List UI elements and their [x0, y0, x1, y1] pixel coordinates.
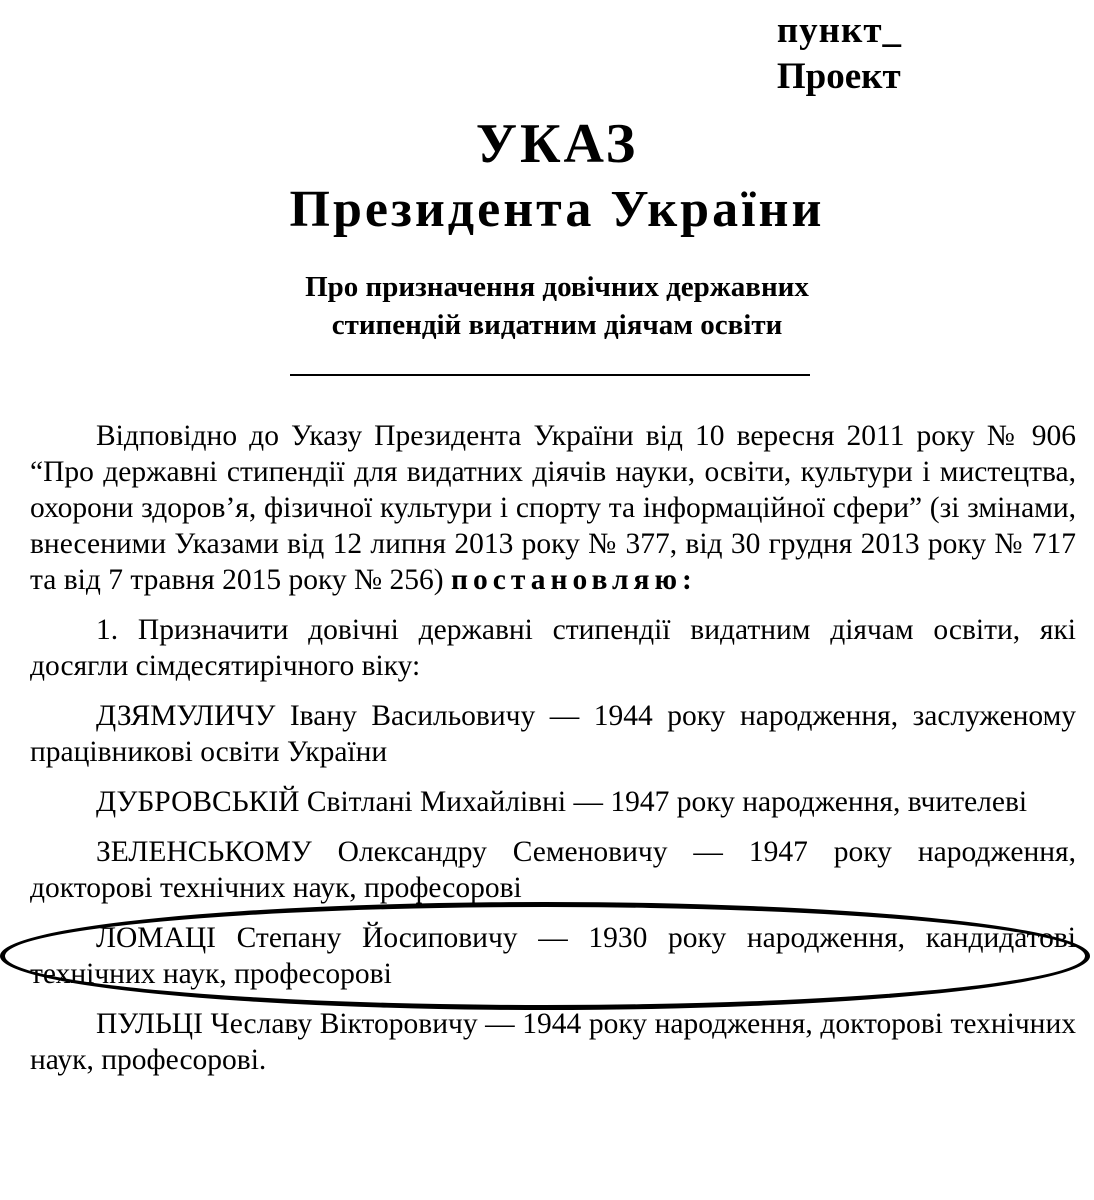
resolves-word: постановляю:: [451, 564, 697, 596]
document-subject: [0, 268, 1094, 344]
recipient-entry: ПУЛЬЦІ Чеславу Вікторовичу — 1944 року народження, докторові технічних наук, професорові.: [30, 1008, 1076, 1076]
recipient-entry: ДУБРОВСЬКІЙ Світлані Михайлівні — 1947 року народження, вчителеві: [96, 786, 1028, 818]
recipient-entry: ДЗЯМУЛИЧУ Івану Васильовичу — 1944 року народження, заслуженому працівникові освіти України: [30, 700, 1076, 768]
recipient-entry-highlighted: ЗЕЛЕНСЬКОМУ Олександру Семеновичу — 1947 року народження, докторові технічних наук, професорові: [30, 836, 1076, 904]
document-type: УКАЗ: [475, 113, 639, 175]
title-divider: [290, 374, 810, 376]
preamble-paragraph: [30, 418, 1076, 598]
clause-1: 1. Призначити довічні державні стипендії видатним діячам освіти, які досягли сімдесятирічного віку:: [30, 614, 1076, 682]
corner-annotation: [777, 8, 902, 100]
subject-line-2: стипендій видатним діячам освіти: [331, 309, 783, 341]
document-body: [30, 418, 1076, 1078]
recipient-entry: ЛОМАЦІ Степану Йосиповичу — 1930 року народження, кандидатові технічних наук, професорові: [30, 922, 1076, 990]
subject-line-1: Про призначення довічних державних: [305, 271, 809, 303]
preamble-text: Відповідно до Указу Президента України від 10 вересня 2011 року № 906 “Про державні стипендії для видатних діячів науки, освіти, культури і мистецтва, охорони здоров’я, фізичної культури і спорту та інформаційної сфери” (зі змінами, внесеними Указами від 12 липня 2013 року № 377, від 30 грудня 2013 року № 717 та від 7 травня 2015 року № 256): [30, 420, 1076, 596]
draft-label: Проект: [776, 56, 901, 97]
item-label: пункт_: [776, 10, 902, 51]
document-issuer: Президента України: [289, 181, 825, 238]
